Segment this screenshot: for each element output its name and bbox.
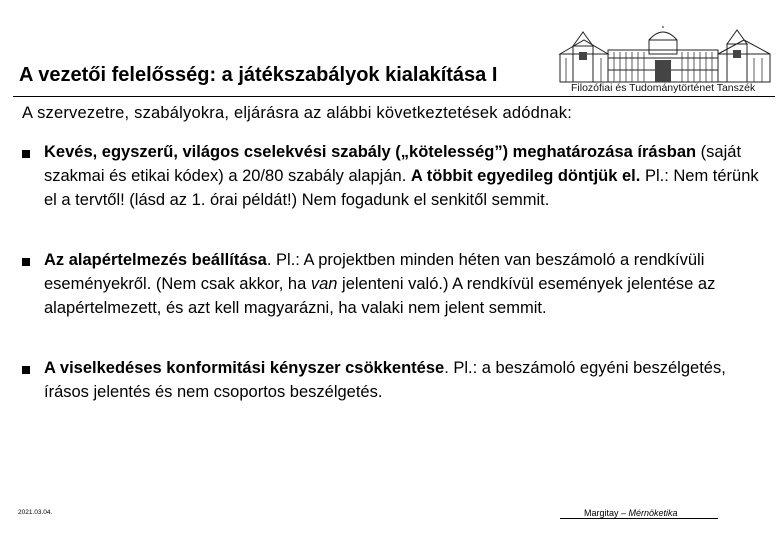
square-bullet-icon	[22, 366, 30, 374]
footer-divider	[560, 518, 718, 519]
square-bullet-icon	[22, 150, 30, 158]
bullet-item	[22, 140, 762, 212]
square-bullet-icon	[22, 258, 30, 266]
bullet-text: A viselkedéses konformitási kényszer csökkentése. Pl.: a beszámoló egyéni beszélgetés, írásos jelentés és nem csoportos beszélgetés.	[44, 359, 726, 401]
bullet-item	[22, 248, 762, 320]
bullet-item	[22, 356, 762, 404]
footer-date: 2021.03.04.	[18, 509, 53, 516]
bullet-text: Kevés, egyszerű, világos cselekvési szabály („kötelesség”) meghatározása írásban (saját szakmai és etikai kódex) a 20/80 szabály alapján. A többit egyedileg döntjük el. Pl.: Nem térünk el a tervtől! (lásd az 1. órai példát!) Nem fogadunk el senkitől semmit.	[44, 143, 759, 209]
title-divider	[13, 96, 775, 97]
intro-text: A szervezetre, szabályokra, eljárásra az alábbi következtetések adódnak:	[22, 104, 573, 122]
footer-author: Margitay – Mérnöketika	[584, 508, 678, 518]
department-name: Filozófiai és Tudománytörténet Tanszék	[571, 82, 756, 94]
bullet-text: Az alapértelmezés beállítása. Pl.: A projektben minden héten van beszámoló a rendkívüli eseményekről. (Nem csak akkor, ha van jelenteni való.) A rendkívül események jelentése az alapértelmezett, és azt kell magyarázni, ha valaki nem jelent semmit.	[44, 251, 716, 317]
slide-title: A vezetői felelősség: a játékszabályok kialakítása I	[19, 64, 498, 86]
